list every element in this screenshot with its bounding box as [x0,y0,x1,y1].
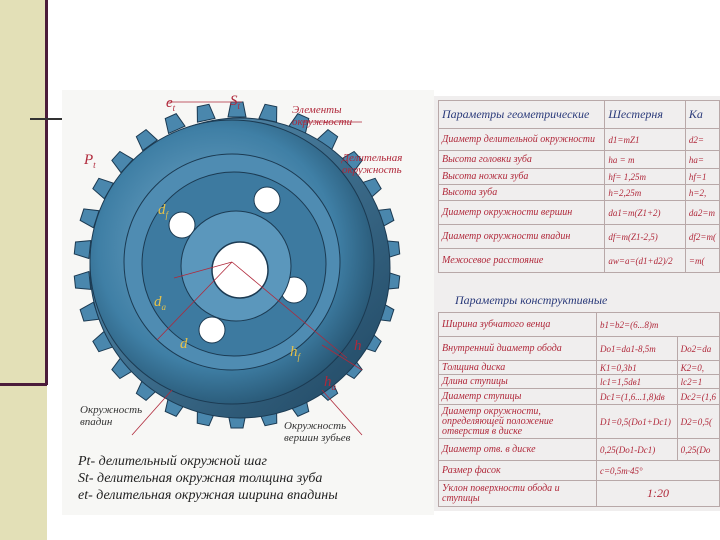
table-cell: aw=a=(d1+d2)/2 [605,249,686,273]
disk-hole [199,317,225,343]
legend [78,453,338,504]
table-cell: Диаметр окружности, определяющей положение отверстия в диске [439,405,597,439]
table-cell: Do2=da [677,337,719,361]
table-cell: K2=0, [677,361,719,375]
section-title: Параметры конструктивные [455,293,608,307]
table-cell: h=2,25m [605,185,686,201]
gear-bore [212,242,268,298]
table-cell: Высота зуба [439,185,605,201]
table-cell: df2=m( [685,225,719,249]
gear-tooth [74,239,91,258]
table-header: Ка [685,101,719,129]
gear-tooth [194,104,215,122]
legend-item: et- делительная окружная ширина впадины [78,488,338,503]
table-cell: lc2=1 [677,375,719,389]
divider-horizontal [0,383,47,386]
constructive-parameters-table [438,312,720,507]
table-cell: D2=0,5( [677,405,719,439]
legend-item: Pt- делительный окружной шаг [78,454,267,469]
label-h-f: $h_f$ [290,344,301,362]
table-cell: K1=0,3b1 [596,361,677,375]
label-h-a: $h_a$ [324,374,336,392]
geometric-parameters-table [438,100,720,273]
label-elements: Элементы окружности [292,104,353,128]
table-cell: Dc2=(1,6 [677,389,719,405]
table-cell: h=2, [685,185,719,201]
table-cell: Уклон поверхности обода и ступицы [439,481,597,507]
label-d-f: $d_f$ [158,202,169,220]
table-header: Параметры геометрические [439,101,605,129]
table-cell: Ширина зубчатого венца [439,313,597,337]
divider-vertical [45,0,48,385]
gear-illustration [62,90,434,450]
table-cell: b1=b2=(6...8)m [596,313,719,337]
label-root-circle: Окружность впадин [80,404,143,428]
label-e-t: $e_t$ [166,95,176,113]
label-p-t: $P_t$ [84,152,96,170]
table-cell: Высота ножки зуба [439,169,605,185]
table-cell: Межосевое расстояние [439,249,605,273]
table-cell: D1=0,5(Do1+Dc1) [596,405,677,439]
table-cell: 0,25(Do1-Dc1) [596,439,677,461]
table-cell: d1=mZ1 [605,129,686,151]
gear-tooth [74,272,91,291]
sidebar-panel [0,0,47,540]
table-cell: =m( [685,249,719,273]
table-cell: hf=1 [685,169,719,185]
table-cell: Внутренний диаметр обода [439,337,597,361]
table-cell: da1=m(Z1+2) [605,201,686,225]
table-cell: d2= [685,129,719,151]
table-cell: Диаметр делительной окружности [439,129,605,151]
table-cell: ha = m [605,151,686,169]
table-cell: hf= 1,25m [605,169,686,185]
table-cell: df=m(Z1-2,5) [605,225,686,249]
label-pitch-circle: Делительная окружность [342,152,403,176]
table-cell: Do1=da1-8,5m [596,337,677,361]
table-cell: Диаметр окружности впадин [439,225,605,249]
table-cell: Диаметр ступицы [439,389,597,405]
table-header: Шестерня [605,101,686,129]
table-cell: Длина ступицы [439,375,597,389]
table-cell: 0,25(Do [677,439,719,461]
gear-figure-panel [62,90,434,515]
table-cell: c=0,5m·45° [596,461,719,481]
table-cell: Высота головки зуба [439,151,605,169]
table-cell: ha= [685,151,719,169]
label-s-t: $S_t$ [230,93,241,111]
disk-hole [254,187,280,213]
label-tip-circle: Окружность вершин зубьев [284,420,351,444]
label-h: h [354,338,362,354]
table-cell: lc1=1,5dв1 [596,375,677,389]
legend-item: St- делительная окружная толщина зуба [78,471,323,486]
table-cell: Dc1=(1,6...1,8)dв [596,389,677,405]
table-cell: Диаметр окружности вершин [439,201,605,225]
label-d-a: $d_a$ [154,294,166,312]
table-cell: Размер фасок [439,461,597,481]
table-cell: Диаметр отв. в диске [439,439,597,461]
table-cell: 1:20 [596,481,719,507]
label-d: d [180,336,188,352]
table-cell: da2=m [685,201,719,225]
table-cell: Толщина диска [439,361,597,375]
